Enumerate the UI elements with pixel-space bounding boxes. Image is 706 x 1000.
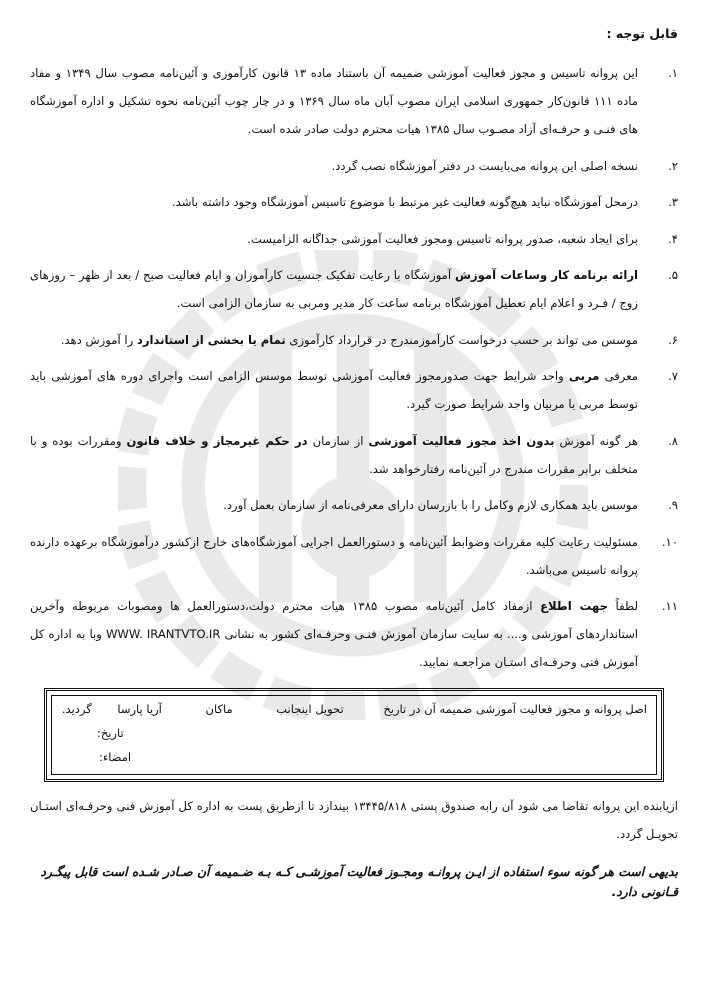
notice-item-segment: موسس باید همکاری لازم وکامل را با بازرسان دارای معرفی‌نامه از سازمان بعمل آورد.: [223, 498, 638, 513]
notice-item-text: [30, 369, 638, 411]
notice-item: [30, 261, 678, 317]
receipt-signature-label: امضاء:: [99, 750, 132, 765]
receipt-text-a: اصل پروانه و مجوز فعالیت آموزشی ضمیمه آن در تاریخ: [383, 702, 647, 717]
notice-item-number: ۴.: [668, 231, 678, 246]
finder-instruction: ازیابنده این پروانه تقاضا می شود آن رابه صندوق پستی ۱۳۴۴۵/۸۱۸ بیندازد تا ازطریق پست به اداره کل آموزش فنی وحرفـه‌ای استـان تحویـل گردد.: [30, 799, 678, 842]
notice-item-segment: معرفی: [599, 369, 638, 384]
notice-item: [30, 491, 678, 519]
notice-item-segment: نسخه اصلی این پروانه می‌بایست در دفتر آموزشگاه نصب گردد.: [331, 158, 638, 173]
notice-item-segment: از سازمان: [307, 433, 369, 448]
notice-item: [30, 528, 678, 584]
notice-item-number: ۱۰.: [661, 534, 678, 549]
notice-item-text: [247, 232, 638, 246]
delivery-receipt-box: [44, 688, 664, 782]
notice-item: [30, 362, 678, 418]
receipt-name-first: ماکان: [205, 702, 233, 717]
notice-item-number: ۸.: [668, 433, 678, 448]
notice-item-text: [30, 268, 638, 310]
notice-item-text: [30, 66, 638, 136]
notice-item: [30, 225, 678, 253]
notice-item-number: ۶.: [668, 332, 678, 347]
receipt-text-c: گردید.: [61, 702, 92, 717]
notice-item-segment: درمحل آموزشگاه نباید هیچ‌گونه فعالیت غیر مرتبط با موضوع تاسیس آموزشگاه وجود داشته باشد.: [171, 195, 638, 210]
notice-item: [30, 592, 678, 676]
legal-warning: بدیهی است هر گونه سوء استفاده از ایـن پروانـه ومجـوز فعالیت آموزشـی کـه بـه ضـمیمه آن صـادر شـده است قابل پیگـرد قـانونی دارد.: [40, 864, 678, 899]
notice-item-text: [30, 434, 638, 476]
notice-item-text: [30, 599, 638, 669]
notice-item: [30, 152, 678, 180]
notice-item-segment: واجد شرایط جهت صدورمجوز فعالیت آموزشی توسط موسس الزامی است واجرای دوره های آموزشی باید توسط مربی یا مربیان واجد شرایط صورت گیرد.: [30, 369, 638, 412]
notice-item-emphasis: در حکم غیرمجاز و خلاف قانون: [126, 433, 308, 448]
notice-item-number: ۷.: [668, 369, 678, 384]
notice-item-number: ۳.: [668, 195, 678, 210]
notice-item-number: ۱.: [668, 66, 678, 81]
notice-item-emphasis: بدون اخذ مجوز فعالیت آموزشی: [368, 433, 555, 448]
receipt-date-label: تاریخ:: [97, 726, 124, 741]
notice-item-segment: آموزشگاه با رعایت تفکیک جنسیت کارآموزان و ایام فعالیت صبح / بعد از ظهر – روزهای زوج / فـرد و اعلام ایام تعطیل آموزشگاه برنامه ساعت کار مدیر ومربی به سازمان الزامی است.: [30, 268, 638, 311]
notice-item-emphasis: مربی: [568, 369, 600, 384]
notice-item-emphasis: جهت اطلاع: [540, 599, 608, 614]
notice-item-number: ۹.: [668, 498, 678, 513]
notice-item-number: ۲.: [668, 158, 678, 173]
notice-item-text: [332, 159, 638, 173]
notice-item-segment: مسئولیت رعایت کلیه مقررات وضوابط آئین‌نامه و دستورالعمل اجرایی آموزشگاه‌های خارج ازکشور درآموزشگاه برعهده دارنده پروانه تاسیس می‌باشد.: [30, 534, 638, 577]
notice-item-segment: این پروانه تاسیس و مجوز فعالیت آموزشی ضمیمه آن باستناد ماده ۱۳ قانون کارآموزی و آئین‌نامه مصوب سال ۱۳۴۹ و مفاد ماده ۱۱۱ قانون‌کار جمهوری اسلامی ایران مصوب آبان ماه سال ۱۳۶۹ و در چار چوب آئین‌نامه نحوه تشکیل و اداره آموزشگاه های فنـی و حرفـه‌ای آزاد مصـوب سال ۱۳۸۵ هیات محترم دولت صادر شده است.: [30, 66, 638, 137]
notice-item: [30, 427, 678, 483]
notice-item-segment: موسس می تواند بر حسب درخواست کارآموزمندرج در قرارداد کارآموزی: [285, 332, 638, 347]
notice-list: [30, 59, 678, 676]
notice-title: قابل توجه :: [606, 26, 678, 41]
notice-item-emphasis: تمام یا بخشی از استاندارد: [136, 332, 286, 347]
notice-item-segment: لطفاً: [607, 599, 638, 614]
notice-item-text: [30, 535, 638, 577]
notice-item-segment: ومقررات بوده و با متخلف برابر مقررات مندرج در آئین‌نامه رفتارخواهد شد.: [30, 433, 638, 476]
notice-item-text: [61, 333, 638, 347]
receipt-name-last: آریا پارسا: [117, 702, 162, 717]
notice-item-segment: را آموزش دهد.: [60, 332, 137, 347]
notice-item-text: [172, 195, 638, 209]
notice-item-segment: برای ایجاد شعبه، صدور پروانه تاسیس ومجوز فعالیت آموزشی جداگانه الزامیست.: [247, 231, 638, 246]
notice-item: [30, 59, 678, 143]
notice-item-number: ۱۱.: [661, 599, 678, 614]
notice-item-number: ۵.: [668, 268, 678, 283]
notice-item: [30, 188, 678, 216]
receipt-text-b: تحویل اینجانب: [276, 702, 344, 717]
notice-item-emphasis: ارائه برنامه کار وساعات آموزش: [454, 268, 638, 283]
receipt-line: [58, 701, 647, 719]
notice-item: [30, 326, 678, 354]
notice-item-text: [223, 498, 638, 512]
notice-item-segment: ازمفاد کامل آئین‌نامه مصوب ۱۳۸۵ هیات محترم دولت،دستورالعمل ها ومصوبات مربوطه وآخرین استانداردهای آموزشی و.... به سایت سازمان آموزش فنـی وحرفـه‌ای کشور به نشانی WWW. IRANTVTO.IR وبا به اداره کل آموزش فنی وحرفـه‌ای استـان مراجعـه نمایید.: [30, 599, 639, 670]
notice-item-segment: هر گونه آموزش: [554, 433, 639, 448]
